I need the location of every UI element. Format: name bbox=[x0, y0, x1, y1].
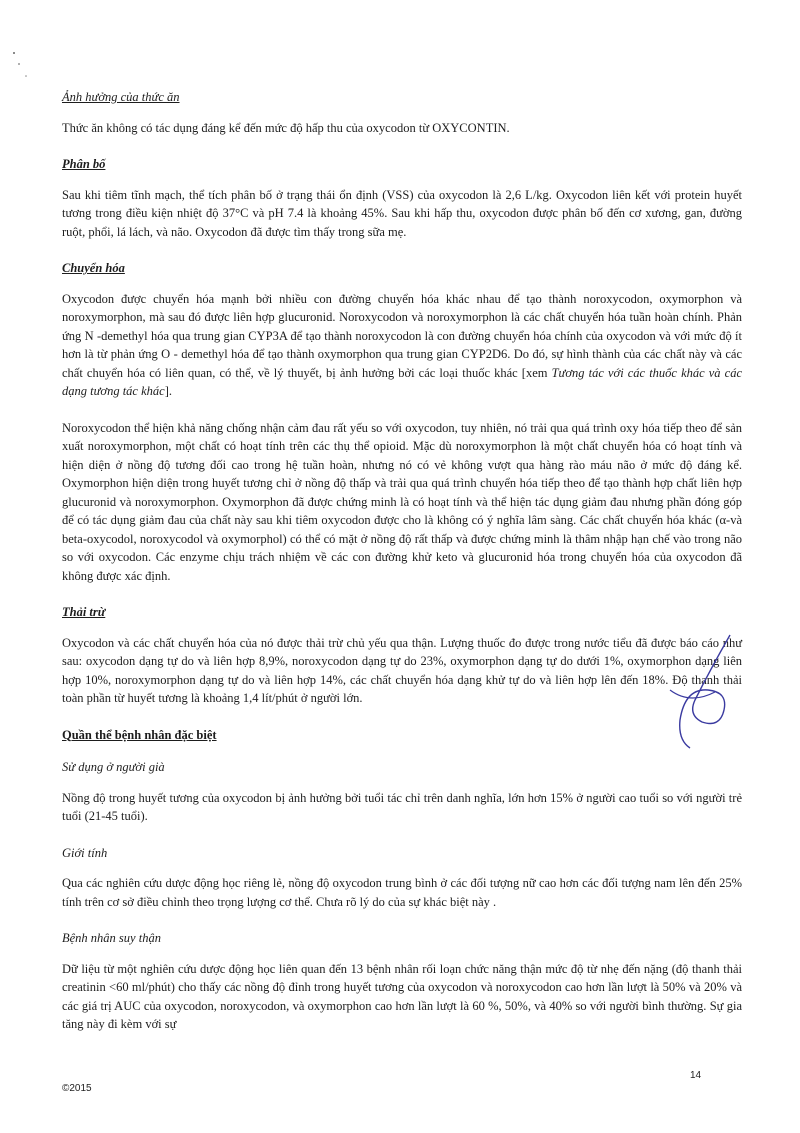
gender-paragraph: Qua các nghiên cứu dược động học riêng lẻ, nồng độ oxycodon trung bình ở các đối tượng nữ cao hơn các đối tượng nam lên đến 25% tính trên cơ sở điều chỉnh theo trọng lượng cơ thể. Chưa rõ lý do của sự khác biệt này . bbox=[62, 876, 742, 909]
handwritten-signature bbox=[650, 630, 740, 760]
metabolism-heading: Chuyển hóa bbox=[62, 261, 125, 275]
elderly-heading: Sử dụng ở người già bbox=[62, 760, 165, 774]
metabolism-text: Oxycodon được chuyển hóa mạnh bởi nhiều con đường chuyển hóa khác nhau để tạo thành noroxycodon, oxymorphon và noroxymorphon, mà sau đó được liên hợp glucuronid. Noroxycodon và noroxymorphon là các chất chuyển hóa tuần hoàn chính. Phản ứng N -demethyl hóa qua trung gian CYP3A để tạo thành noroxycodon là con đường chuyển hóa chính của oxycodon và với mức độ ít hơn là từ phản ứng O - demethyl hóa để tạo thành oxymorphon qua trung gian CYP2D6. Do đó, sự hình thành của các chất này và các chất chuyển hóa có liên quan, có thể, về lý thuyết, bị ảnh hưởng bởi các loại thuốc khác [xem bbox=[62, 291, 742, 380]
elderly-paragraph: Nồng độ trong huyết tương của oxycodon bị ảnh hưởng bởi tuổi tác chỉ trên danh nghĩa, lớn hơn 15% ở người cao tuổi so với người trẻ tuổi (21-45 tuổi). bbox=[62, 790, 742, 823]
renal-impairment-paragraph: Dữ liệu từ một nghiên cứu dược động học liên quan đến 13 bệnh nhân rối loạn chức năng thận mức độ từ nhẹ đến nặng (độ thanh thải creatinin <60 ml/phút) cho thấy các nồng độ đỉnh trong huyết tương của oxycodon và noroxycodon cao hơn lần lượt là 50% và 20% và các giá trị AUC của oxycodon, noroxycodon, và oxymorphon cao hơn lần lượt là 60 %, 50%, và 40% so với người bình thường. Sự gia tăng này đi kèm với sự bbox=[62, 961, 742, 1031]
food-effect-paragraph: Thức ăn không có tác dụng đáng kể đến mức độ hấp thu của oxycodon từ OXYCONTIN. bbox=[62, 120, 510, 135]
renal-impairment-heading: Bệnh nhân suy thận bbox=[62, 931, 161, 945]
metabolism-paragraph-1 bbox=[62, 290, 742, 401]
metabolism-paragraph-2: Noroxycodon thể hiện khả năng chống nhận cảm đau rất yếu so với oxycodon, tuy nhiên, nó trải qua quá trình oxy hóa tiếp theo để sản xuất noroxymorphon, một chất có hoạt tính trên các thụ thể opioid. Mặc dù noroxymorphon là một chất chuyển hóa có hoạt tính và hiện diện ở nồng độ tương đối cao trong hệ tuần hoàn, nhưng nó có vẻ không vượt qua hàng rào máu não ở mức độ đáng kể. Oxymorphon hiện diện trong huyết tương chỉ ở nồng độ thấp và trải qua quá trình chuyển hóa tiếp theo để tạo thành hợp chất liên hợp glucuronid và noroxymorphon. Oxymorphon đã được chứng minh là có hoạt tính và thể hiện tác dụng giảm đau nhưng phần đóng góp để có tác dụng giảm đau của chất này sau khi tiêm oxycodon được cho là không có ý nghĩa lâm sàng. Các chất chuyển hóa khác (α-và beta-oxycodol, noroxycodol và oxymorphol) có thể có mặt ở nồng độ rất thấp và được chứng minh là thâm nhập hạn chế vào trong não so với oxycodon. Các enzyme chịu trách nhiệm về các con đường khử keto và glucuronid hóa trong chuyển hóa của oxycodon đã không được xác định. bbox=[62, 420, 742, 583]
metabolism-text-end: ]. bbox=[164, 384, 173, 398]
elimination-heading: Thải trừ bbox=[62, 605, 106, 619]
document-body bbox=[62, 88, 742, 1052]
scan-specks bbox=[10, 50, 30, 90]
gender-heading: Giới tính bbox=[62, 845, 108, 860]
food-effect-heading: Ảnh hưởng của thức ăn bbox=[62, 90, 180, 104]
special-populations-heading: Quần thể bệnh nhân đặc biệt bbox=[62, 727, 217, 742]
copyright-footer: ©2015 bbox=[62, 1083, 92, 1094]
distribution-paragraph: Sau khi tiêm tĩnh mạch, thể tích phân bố ở trạng thái ổn định (VSS) của oxycodon là 2,6 L/kg. Oxycodon liên kết với protein huyết tương trong điều kiện nhiệt độ 37°C và pH 7.4 là khoảng 45%. Sau khi hấp thu, oxycodon được phân bố đến cơ xương, gan, đường ruột, phổi, lá lách, và não. Oxycodon đã được tìm thấy trong sữa mẹ. bbox=[62, 187, 742, 239]
distribution-heading: Phân bố bbox=[62, 157, 106, 171]
page-number: 14 bbox=[690, 1070, 702, 1081]
elimination-paragraph: Oxycodon và các chất chuyển hóa của nó được thải trừ chủ yếu qua thận. Lượng thuốc đo được trong nước tiểu đã được báo cáo như sau: oxycodon dạng tự do và liên hợp 8,9%, noroxycodon dạng tự do 23%, oxymorphon dạng tự do dưới 1%, oxymorphon dạng liên hợp 10%, noroxymorphon dạng tự do và liên hợp 14%, các chất chuyển hóa dạng khử tự do và liên hợp lên đến 18%. Độ thanh thải toàn phần từ huyết tương là khoảng 1,4 lít/phút ở người lớn. bbox=[62, 635, 742, 705]
interaction-reference: Tương tác với các thuốc khác và các dạng tương tác khác bbox=[62, 365, 742, 398]
